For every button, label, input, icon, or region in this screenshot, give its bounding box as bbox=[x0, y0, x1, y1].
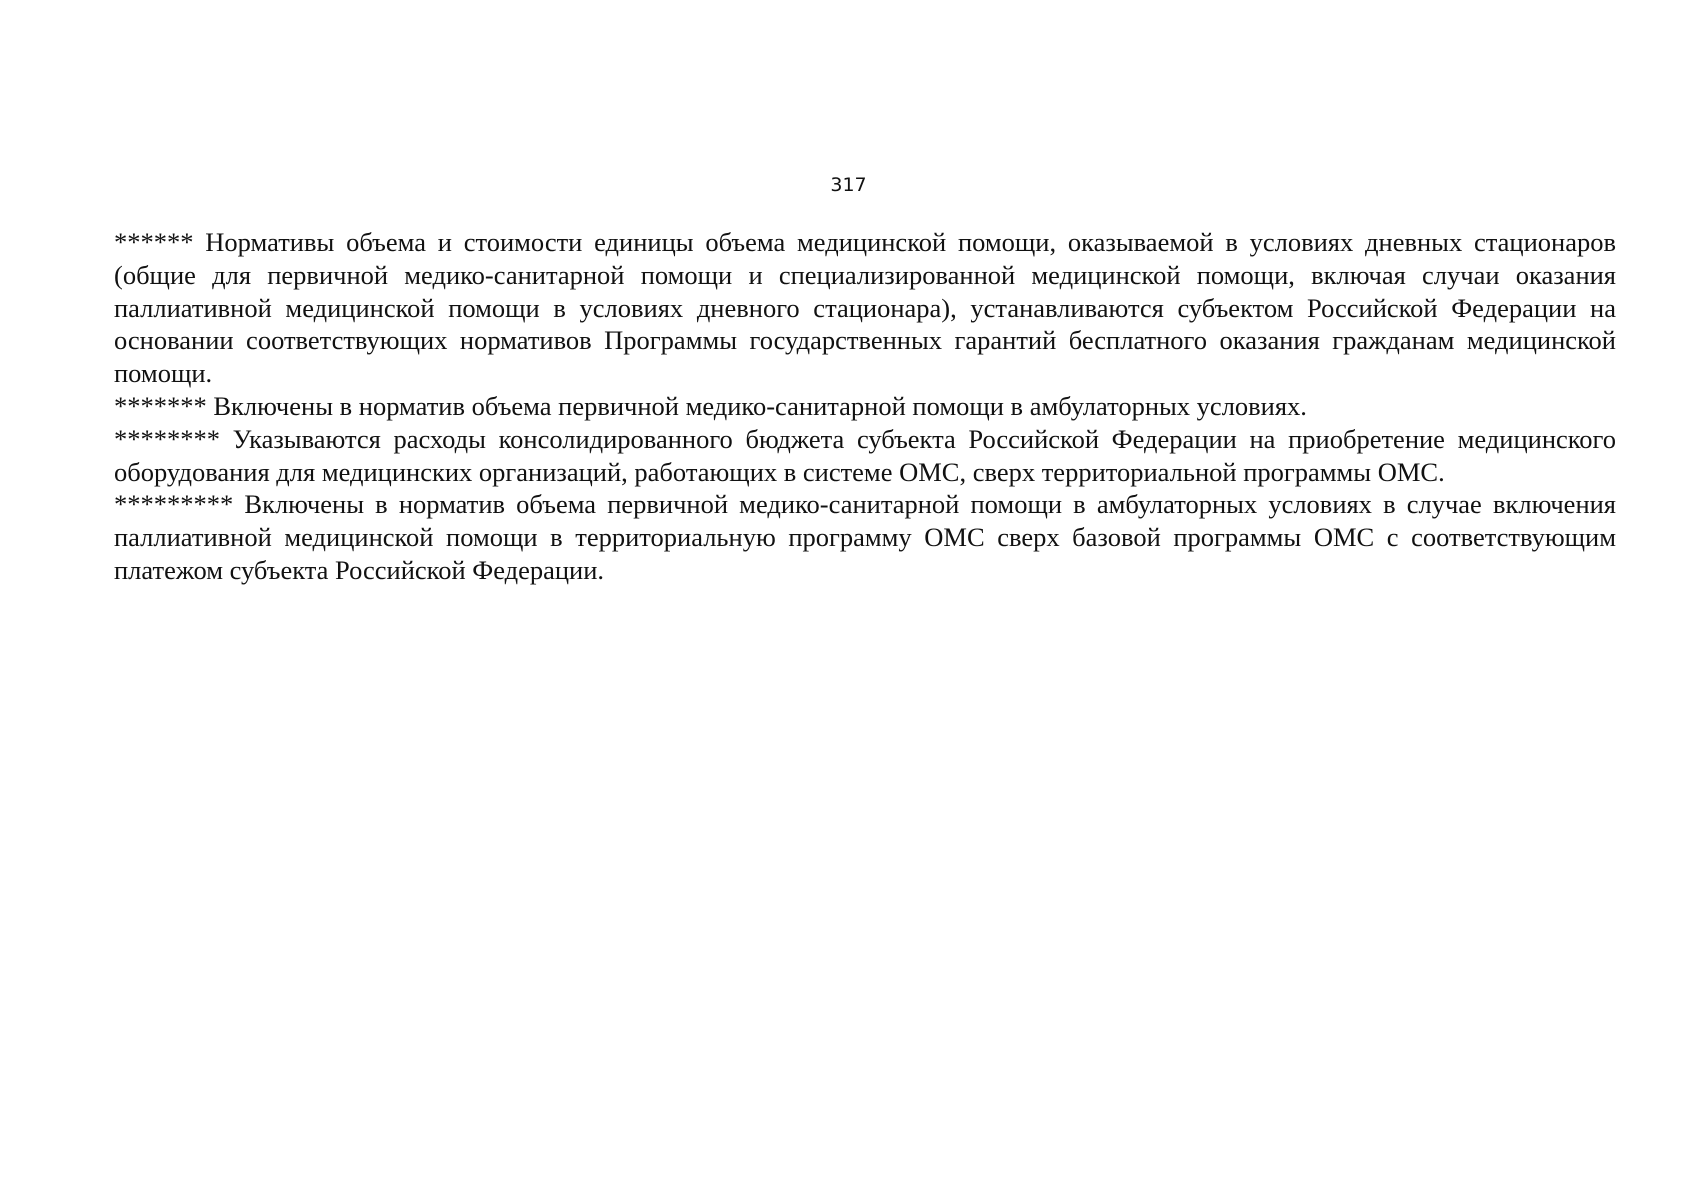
page-number: 317 bbox=[830, 174, 867, 196]
footnote-marker: ******** bbox=[114, 423, 220, 454]
footnote-text: Нормативы объема и стоимости единицы объема медицинской помощи, оказываемой в условиях дневных стационаров (общие для первичной медико-санитарной помощи и специализированной медицинской помощи, включая случаи оказания паллиативной медицинской помощи в условиях дневного стационара), устанавливаются субъектом Российской Федерации на основании соответствующих нормативов Программы государственных гарантий бесплатного оказания гражданам медицинской помощи. bbox=[114, 227, 1617, 389]
footnotes-section bbox=[114, 226, 1616, 587]
footnote-text: Включены в норматив объема первичной медико-санитарной помощи в амбулаторных условиях. bbox=[213, 390, 1307, 421]
footnote-text: Включены в норматив объема первичной медико-санитарной помощи в амбулаторных условиях в случае включения паллиативной медицинской помощи в территориальную программу ОМС сверх базовой программы ОМС с соответствующим платежом субъекта Российской Федерации. bbox=[114, 489, 1616, 585]
footnote-marker: ******* bbox=[114, 390, 207, 421]
footnote-marker: ****** bbox=[114, 227, 194, 257]
footnote-marker: ********* bbox=[114, 489, 234, 520]
footnote-9-stars bbox=[114, 488, 1616, 586]
footnote-7-stars bbox=[114, 390, 1616, 423]
footnote-text: Указываются расходы консолидированного бюджета субъекта Российской Федерации на приобретение медицинского оборудования для медицинских организаций, работающих в системе ОМС, сверх территориальной программы ОМС. bbox=[114, 423, 1616, 487]
footnote-6-stars bbox=[114, 226, 1616, 390]
footnote-8-stars bbox=[114, 423, 1616, 489]
